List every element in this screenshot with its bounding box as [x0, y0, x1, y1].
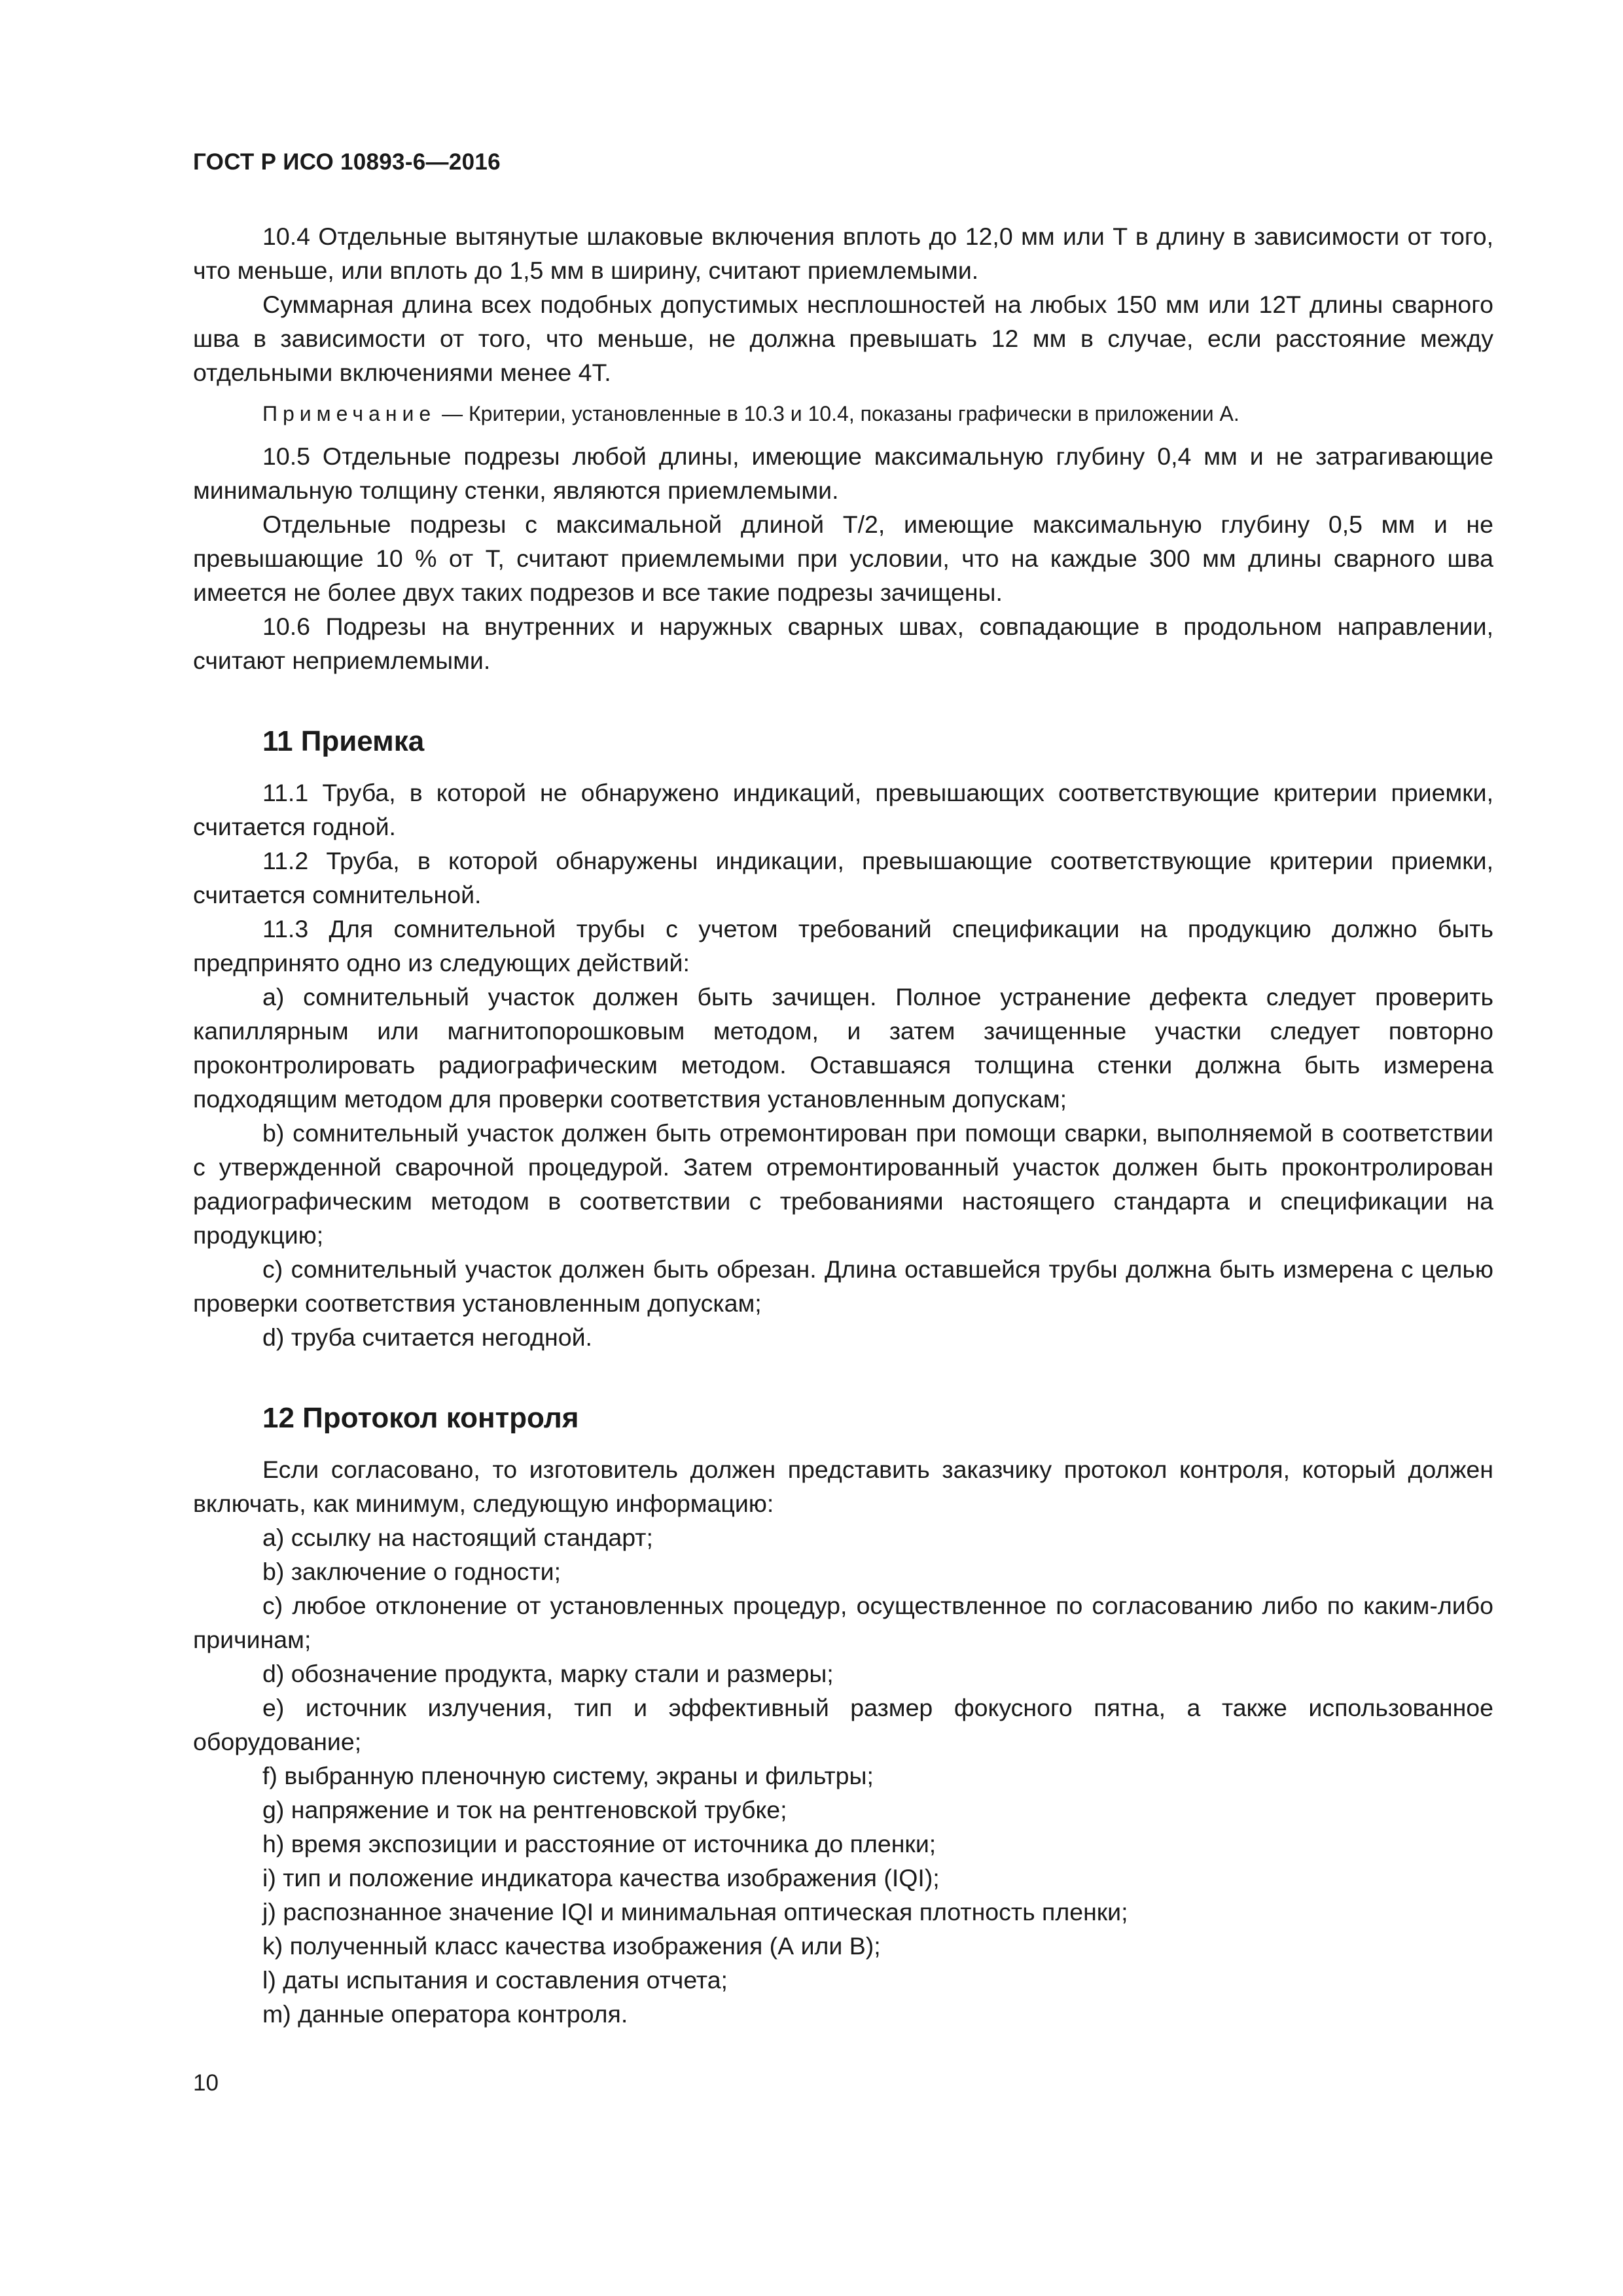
- paragraph-11-2: 11.2 Труба, в которой обнаружены индикации, превышающие соответствующие критерии приемки, считается сомнительной.: [193, 847, 1493, 908]
- note: [193, 397, 1493, 430]
- list-item-12-c: с) любое отклонение от установленных процедур, осуществленное по согласованию либо по каким-либо причинам;: [193, 1592, 1493, 1653]
- list-item-12-i: i) тип и положение индикатора качества изображения (IQI);: [262, 1864, 940, 1892]
- note-text: — Критерии, установленные в 10.3 и 10.4, показаны графически в приложении А.: [436, 402, 1240, 425]
- list-item-12-g: g) напряжение и ток на рентгеновской трубке;: [262, 1796, 787, 1823]
- paragraph-12-intro: Если согласовано, то изготовитель должен представить заказчику протокол контроля, который должен включать, как минимум, следующую информацию:: [193, 1456, 1493, 1517]
- note-label: Примечание: [262, 402, 437, 425]
- list-item-11-d: d) труба считается негодной.: [262, 1323, 592, 1351]
- list-item-11-b: b) сомнительный участок должен быть отремонтирован при помощи сварки, выполняемой в соответствии с утвержденной сварочной процедурой. Затем отремонтированный участок должен быть проконтролирован радиографическим методом в соответствии с требованиями настоящего стандарта и спецификации на продукцию;: [193, 1119, 1493, 1249]
- list-item-12-f: f) выбранную пленочную систему, экраны и фильтры;: [262, 1762, 874, 1789]
- list-item-12-j: j) распознанное значение IQI и минимальная оптическая плотность пленки;: [262, 1898, 1128, 1926]
- page-number: 10: [193, 2070, 219, 2096]
- document-header: ГОСТ Р ИСО 10893-6—2016: [193, 149, 501, 175]
- paragraph-10-4-continued: Суммарная длина всех подобных допустимых несплошностей на любых 150 мм или 12T длины сварного шва в зависимости от того, что меньше, не должна превышать 12 мм в случае, если расстояние между отдельными включениями менее 4T.: [193, 291, 1493, 386]
- list-item-12-a: а) ссылку на настоящий стандарт;: [262, 1524, 653, 1551]
- list-item-11-c: с) сомнительный участок должен быть обрезан. Длина оставшейся трубы должна быть измерена с целью проверки соответствия установленным допускам;: [193, 1255, 1493, 1317]
- section-11-heading: 11 Приемка: [262, 725, 425, 757]
- paragraph-11-1: 11.1 Труба, в которой не обнаружено индикаций, превышающих соответствующие критерии приемки, считается годной.: [193, 779, 1493, 840]
- list-item-12-k: k) полученный класс качества изображения (А или В);: [262, 1932, 881, 1960]
- paragraph-10-5: 10.5 Отдельные подрезы любой длины, имеющие максимальную глубину 0,4 мм и не затрагивающие минимальную толщину стенки, являются приемлемыми.: [193, 442, 1493, 504]
- list-item-12-b: b) заключение о годности;: [262, 1558, 562, 1585]
- list-item-12-l: l) даты испытания и составления отчета;: [262, 1966, 728, 1994]
- document-body: [193, 219, 1493, 2031]
- paragraph-10-4: 10.4 Отдельные вытянутые шлаковые включения вплоть до 12,0 мм или T в длину в зависимости от того, что меньше, или вплоть до 1,5 мм в ширину, считают приемлемыми.: [193, 223, 1493, 284]
- list-item-11-a: а) сомнительный участок должен быть зачищен. Полное устранение дефекта следует проверить капиллярным или магнитопорошковым методом, и затем зачищенные участки следует повторно проконтролировать радиографическим методом. Оставшаяся толщина стенки должна быть измерена подходящим методом для проверки соответствия установленным допускам;: [193, 983, 1493, 1113]
- list-item-12-d: d) обозначение продукта, марку стали и размеры;: [262, 1660, 834, 1687]
- paragraph-11-3: 11.3 Для сомнительной трубы с учетом требований спецификации на продукцию должно быть предпринято одно из следующих действий:: [193, 915, 1493, 977]
- paragraph-10-5-continued: Отдельные подрезы с максимальной длиной T/2, имеющие максимальную глубину 0,5 мм и не превышающие 10 % от T, считают приемлемыми при условии, что на каждые 300 мм длины сварного шва имеется не более двух таких подрезов и все такие подрезы зачищены.: [193, 511, 1493, 606]
- list-item-12-h: h) время экспозиции и расстояние от источника до пленки;: [262, 1830, 936, 1857]
- list-item-12-e: е) источник излучения, тип и эффективный размер фокусного пятна, а также использованное оборудование;: [193, 1694, 1493, 1755]
- paragraph-10-6: 10.6 Подрезы на внутренних и наружных сварных швах, совпадающие в продольном направлении, считают неприемлемыми.: [193, 613, 1493, 674]
- list-item-12-m: m) данные оператора контроля.: [262, 2000, 628, 2028]
- section-12-heading: 12 Протокол контроля: [262, 1402, 579, 1434]
